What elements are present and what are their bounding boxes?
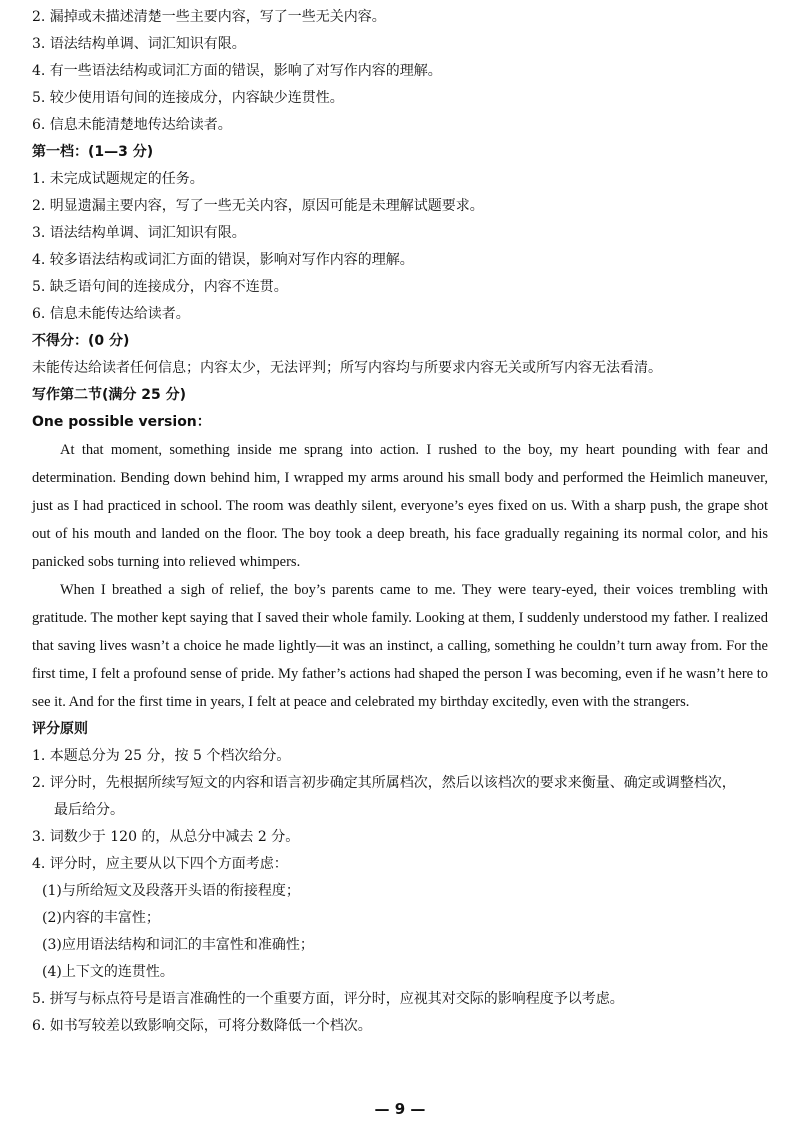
rule-item: 3. 词数少于 120 的，从总分中减去 2 分。: [32, 829, 300, 845]
list-item: 3. 语法结构单调、词汇知识有限。: [32, 36, 246, 52]
list-item: 6. 信息未能清楚地传达给读者。: [32, 117, 232, 133]
list-item: 4. 有一些语法结构或词汇方面的错误，影响了对写作内容的理解。: [32, 63, 442, 79]
rule-item-continuation: 最后给分。: [54, 802, 124, 818]
list-item: 6. 信息未能传达给读者。: [32, 306, 190, 322]
essay-paragraph: When I breathed a sigh of relief, the boy’s parents came to me. They were teary-eyed, their voices trembling with gratitude. The mother kept saying that I saved their whole family. Looking at them, I suddenly understood my father. I realized that saving lives wasn’t a choice he made lightly—it was an instinct, a calling, something he couldn’t turn away from. For the first time, I felt a profound sense of pride. My father’s actions had shaped the person I was becoming, even if he wasn’t here to see it. And for the first time in years, I felt at peace and celebrated my birthday excitedly, even with the strangers.: [32, 582, 768, 710]
rule-item: 1. 本题总分为 25 分，按 5 个档次给分。: [32, 748, 291, 764]
rule-subitem: (3)应用语法结构和词汇的丰富性和准确性；: [42, 937, 314, 953]
list-item: 2. 明显遗漏主要内容，写了一些无关内容，原因可能是未理解试题要求。: [32, 198, 484, 214]
zero-score-text: 未能传达给读者任何信息；内容太少，无法评判；所写内容均与所要求内容无关或所写内容无法看清。: [32, 360, 662, 376]
rule-subitem: (2)内容的丰富性；: [42, 910, 160, 926]
list-item: 5. 较少使用语句间的连接成分，内容缺少连贯性。: [32, 90, 344, 106]
list-item: 5. 缺乏语句间的连接成分，内容不连贯。: [32, 279, 288, 295]
list-item: 3. 语法结构单调、词汇知识有限。: [32, 225, 246, 241]
rules-heading: 评分原则: [32, 721, 88, 737]
section2-heading: 写作第二节(满分 25 分): [32, 387, 187, 403]
rule-item: 6. 如书写较差以致影响交际，可将分数降低一个档次。: [32, 1018, 372, 1034]
rule-subitem: (1)与所给短文及段落开头语的衔接程度；: [42, 883, 300, 899]
essay-paragraph: At that moment, something inside me sprang into action. I rushed to the boy, my heart pounding with fear and determination. Bending down behind him, I wrapped my arms around his small body and performed the Heimlich maneuver, just as I had practiced in school. The room was deathly silent, everyone’s eyes fixed on us. With a sharp push, the grape shot out of his mouth and landed on the floor. The boy took a deep breath, his face gradually regaining its normal color, and his panicked sobs turning into relieved whimpers.: [32, 442, 768, 570]
rule-subitem: (4)上下文的连贯性。: [42, 964, 174, 980]
zero-score-heading: 不得分：(0 分): [32, 333, 130, 349]
list-item: 1. 未完成试题规定的任务。: [32, 171, 204, 187]
list-item: 4. 较多语法结构或词汇方面的错误，影响对写作内容的理解。: [32, 252, 414, 268]
rule-item: 5. 拼写与标点符号是语言准确性的一个重要方面，评分时，应视其对交际的影响程度予以考虑。: [32, 991, 624, 1007]
sample-essay: [32, 436, 768, 716]
version-label: One possible version：: [32, 414, 211, 430]
list-item: 2. 漏掉或未描述清楚一些主要内容，写了一些无关内容。: [32, 9, 386, 25]
rule-item: 4. 评分时，应主要从以下四个方面考虑：: [32, 856, 288, 872]
grade1-heading: 第一档：(1—3 分): [32, 144, 154, 160]
rule-item: 2. 评分时，先根据所续写短文的内容和语言初步确定其所属档次，然后以该档次的要求来衡量、确定或调整档次，: [32, 775, 736, 791]
page-number: — 9 —: [374, 1100, 426, 1118]
